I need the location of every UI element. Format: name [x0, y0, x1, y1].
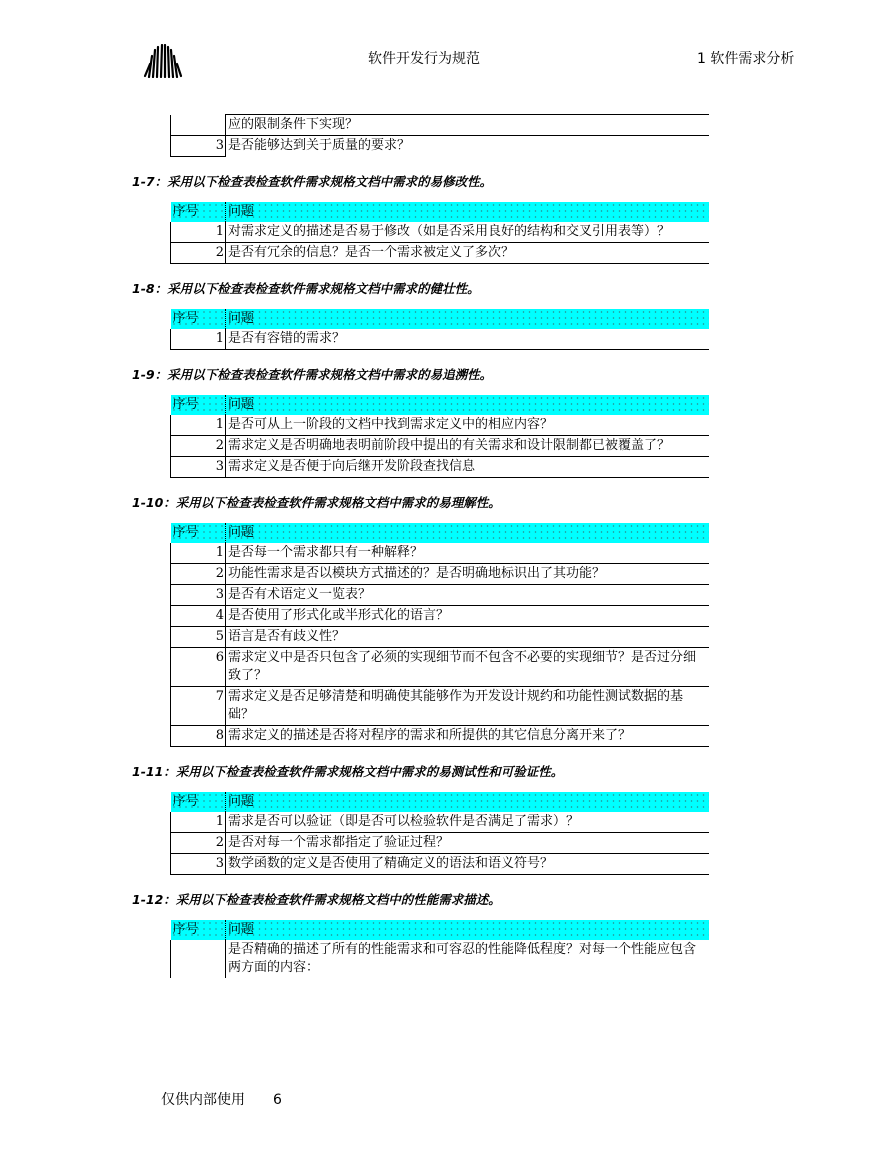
row-question: 是否有冗余的信息？是否一个需求被定义了多次？ — [226, 243, 710, 264]
row-question: 需求是否可以验证（即是否可以检验软件是否满足了需求）？ — [226, 812, 710, 833]
table-header-row — [171, 523, 710, 543]
table-header-row — [171, 792, 710, 812]
row-number — [171, 940, 226, 978]
row-number: 3 — [171, 136, 226, 157]
row-number: 1 — [171, 329, 226, 350]
row-question: 应的限制条件下实现？ — [226, 115, 710, 136]
row-question: 是否使用了形式化或半形式化的语言？ — [226, 606, 710, 627]
row-number: 4 — [171, 606, 226, 627]
table-row — [171, 243, 710, 264]
checklist-table — [170, 792, 709, 875]
row-number: 3 — [171, 854, 226, 875]
row-question: 需求定义是否明确地表明前阶段中提出的有关需求和设计限制都已被覆盖了？ — [226, 436, 710, 457]
row-question: 语言是否有歧义性？ — [226, 627, 710, 648]
table-header-row — [171, 395, 710, 415]
row-question: 功能性需求是否以模块方式描述的？是否明确地标识出了其功能？ — [226, 564, 710, 585]
table-header-row — [171, 920, 709, 940]
row-number: 1 — [171, 543, 226, 564]
row-number: 2 — [171, 564, 226, 585]
row-number: 1 — [171, 222, 226, 243]
row-question: 数学函数的定义是否使用了精确定义的语法和语义符号？ — [226, 854, 710, 875]
checklist-table — [170, 395, 709, 478]
table-row — [171, 627, 710, 648]
row-question: 需求定义中是否只包含了必须的实现细节而不包含不必要的实现细节？是否过分细致了？ — [226, 648, 710, 687]
row-number: 6 — [171, 648, 226, 687]
table-row — [171, 329, 710, 350]
row-question: 需求定义是否便于向后继开发阶段查找信息 — [226, 457, 710, 478]
continued-table — [170, 114, 709, 157]
header-chapter: 1 软件需求分析 — [697, 51, 795, 67]
table-row — [171, 726, 710, 747]
header-title: 软件开发行为规范 — [368, 51, 480, 67]
page-number: 6 — [273, 1092, 282, 1108]
row-question: 是否精确的描述了所有的性能需求和可容忍的性能降低程度？对每一个性能应包含两方面的内容： — [228, 942, 697, 975]
row-question: 需求定义是否足够清楚和明确使其能够作为开发设计规约和功能性测试数据的基础？ — [226, 687, 710, 726]
section-title: 1-7：采用以下检查表检查软件需求规格文档中需求的易修改性。 — [132, 174, 493, 189]
section-title: 1-12：采用以下检查表检查软件需求规格文档中的性能需求描述。 — [132, 892, 501, 907]
row-number: 3 — [171, 585, 226, 606]
table-header-row — [171, 202, 710, 222]
table-row — [171, 854, 710, 875]
checklist-table — [170, 202, 709, 264]
row-question: 是否每一个需求都只有一种解释？ — [226, 543, 710, 564]
checklist-table — [170, 523, 709, 747]
column-header-number: 序号 — [171, 792, 226, 812]
column-header-number: 序号 — [171, 395, 226, 415]
column-header-question: 问题 — [226, 792, 710, 812]
row-question: 是否对每一个需求都指定了验证过程？ — [226, 833, 710, 854]
footer-label: 仅供内部使用 — [161, 1092, 245, 1108]
table-row — [171, 222, 710, 243]
company-logo — [142, 44, 184, 78]
section-title: 1-10：采用以下检查表检查软件需求规格文档中需求的易理解性。 — [132, 495, 501, 510]
row-number — [171, 115, 226, 136]
table-row — [171, 940, 709, 978]
column-header-question: 问题 — [226, 523, 710, 543]
row-number: 2 — [171, 436, 226, 457]
table-row — [171, 585, 710, 606]
table-row — [171, 115, 710, 136]
row-question: 是否可从上一阶段的文档中找到需求定义中的相应内容？ — [226, 415, 710, 436]
column-header-question: 问题 — [226, 920, 709, 940]
row-question: 是否能够达到关于质量的要求？ — [228, 138, 411, 153]
column-header-question: 问题 — [226, 395, 710, 415]
table-row — [171, 436, 710, 457]
column-header-number: 序号 — [171, 202, 226, 222]
row-number: 5 — [171, 627, 226, 648]
document-body — [132, 114, 712, 978]
page-footer — [161, 1089, 282, 1109]
section-title: 1-8：采用以下检查表检查软件需求规格文档中需求的健壮性。 — [132, 281, 480, 296]
row-number: 8 — [171, 726, 226, 747]
section-title: 1-11：采用以下检查表检查软件需求规格文档中需求的易测试性和可验证性。 — [132, 764, 564, 779]
row-number: 2 — [171, 243, 226, 264]
row-number: 1 — [171, 415, 226, 436]
column-header-number: 序号 — [171, 920, 226, 940]
table-row — [171, 564, 710, 585]
row-number: 2 — [171, 833, 226, 854]
column-header-question: 问题 — [226, 309, 710, 329]
column-header-number: 序号 — [171, 523, 226, 543]
table-row — [171, 812, 710, 833]
checklist-table — [170, 920, 709, 978]
table-row — [171, 136, 710, 157]
table-row — [171, 833, 710, 854]
table-header-row — [171, 309, 710, 329]
row-question: 是否有术语定义一览表？ — [226, 585, 710, 606]
table-row — [171, 457, 710, 478]
row-number: 7 — [171, 687, 226, 726]
table-row — [171, 543, 710, 564]
checklist-table — [170, 309, 709, 350]
table-row — [171, 687, 710, 726]
row-question: 对需求定义的描述是否易于修改（如是否采用良好的结构和交叉引用表等）？ — [226, 222, 710, 243]
table-row — [171, 648, 710, 687]
column-header-question: 问题 — [226, 202, 710, 222]
table-row — [171, 415, 710, 436]
row-number: 3 — [171, 457, 226, 478]
table-row — [171, 606, 710, 627]
row-question: 是否有容错的需求？ — [226, 329, 710, 350]
row-question: 需求定义的描述是否将对程序的需求和所提供的其它信息分离开来了？ — [226, 726, 710, 747]
section-title: 1-9：采用以下检查表检查软件需求规格文档中需求的易追溯性。 — [132, 367, 493, 382]
row-number: 1 — [171, 812, 226, 833]
column-header-number: 序号 — [171, 309, 226, 329]
